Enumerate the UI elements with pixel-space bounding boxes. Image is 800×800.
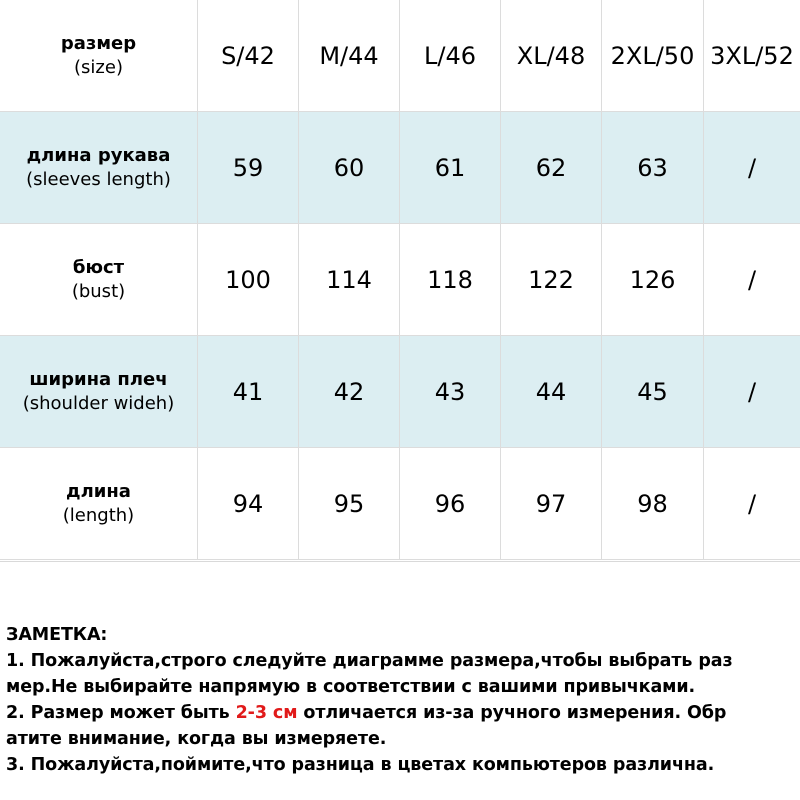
row-label-ru: ширина плеч: [29, 368, 168, 390]
table-row: [0, 112, 800, 224]
table-cell: 61: [400, 112, 501, 223]
table-cell: 95: [299, 448, 400, 559]
table-cell: 122: [501, 224, 602, 335]
table-cell: 98: [602, 448, 704, 559]
note-2-text-pre: 2. Размер может быть: [6, 703, 236, 723]
notes-block: [6, 622, 798, 778]
table-cell: 63: [602, 112, 704, 223]
table-cell: 41: [198, 336, 299, 447]
header-label-en: (size): [74, 56, 123, 78]
table-row: [0, 224, 800, 336]
table-cell: /: [747, 377, 757, 406]
table-cell: 59: [198, 112, 299, 223]
row-label-cell: [0, 224, 198, 335]
row-label-ru: длина: [66, 480, 131, 502]
table-cell: 114: [299, 224, 400, 335]
note-2-line-1: [6, 700, 798, 726]
size-header: S/42: [198, 0, 299, 111]
table-cell: 118: [400, 224, 501, 335]
table-cell: 100: [198, 224, 299, 335]
row-label-en: (length): [62, 504, 135, 526]
header-label-cell: [0, 0, 198, 111]
note-1-line-2: мер.Не выбирайте напрямую в соответствии с вашими привычками.: [6, 677, 696, 697]
size-header: M/44: [299, 0, 400, 111]
row-label-en: (bust): [71, 280, 126, 302]
table-row: [0, 336, 800, 448]
note-1-line-1: 1. Пожалуйста,строго следуйте диаграмме размера,чтобы выбрать раз: [6, 651, 733, 671]
size-header: L/46: [400, 0, 501, 111]
table-cell: 45: [602, 336, 704, 447]
row-label-cell: [0, 336, 198, 447]
table-cell: 44: [501, 336, 602, 447]
table-cell: 126: [602, 224, 704, 335]
note-3-line-1: 3. Пожалуйста,поймите,что разница в цветах компьютеров различна.: [6, 755, 715, 775]
table-cell: 62: [501, 112, 602, 223]
table-cell: /: [747, 489, 757, 518]
note-2-text-post: отличается из-за ручного измерения. Обр: [297, 703, 727, 723]
table-cell: 94: [198, 448, 299, 559]
header-label-ru: размер: [60, 32, 137, 54]
row-label-en: (shoulder wideh): [22, 392, 175, 414]
table-cell: 60: [299, 112, 400, 223]
table-cell: 42: [299, 336, 400, 447]
table-cell: 96: [400, 448, 501, 559]
row-label-cell: [0, 112, 198, 223]
size-header: 3XL/52: [710, 41, 794, 70]
note-2-highlight: 2-3 см: [235, 703, 298, 723]
table-header-row: [0, 0, 800, 112]
table-cell: 97: [501, 448, 602, 559]
row-label-ru: бюст: [72, 256, 125, 278]
row-label-cell: [0, 448, 198, 559]
row-label-en: (sleeves length): [26, 168, 171, 190]
table-cell: /: [747, 153, 757, 182]
size-header: 2XL/50: [602, 0, 704, 111]
notes-title: ЗАМЕТКА:: [6, 625, 108, 645]
table-cell: /: [747, 265, 757, 294]
table-cell: 43: [400, 336, 501, 447]
note-2-line-2: атите внимание, когда вы измеряете.: [6, 729, 387, 749]
size-header: XL/48: [501, 0, 602, 111]
table-row: [0, 448, 800, 560]
row-label-ru: длина рукава: [26, 144, 171, 166]
